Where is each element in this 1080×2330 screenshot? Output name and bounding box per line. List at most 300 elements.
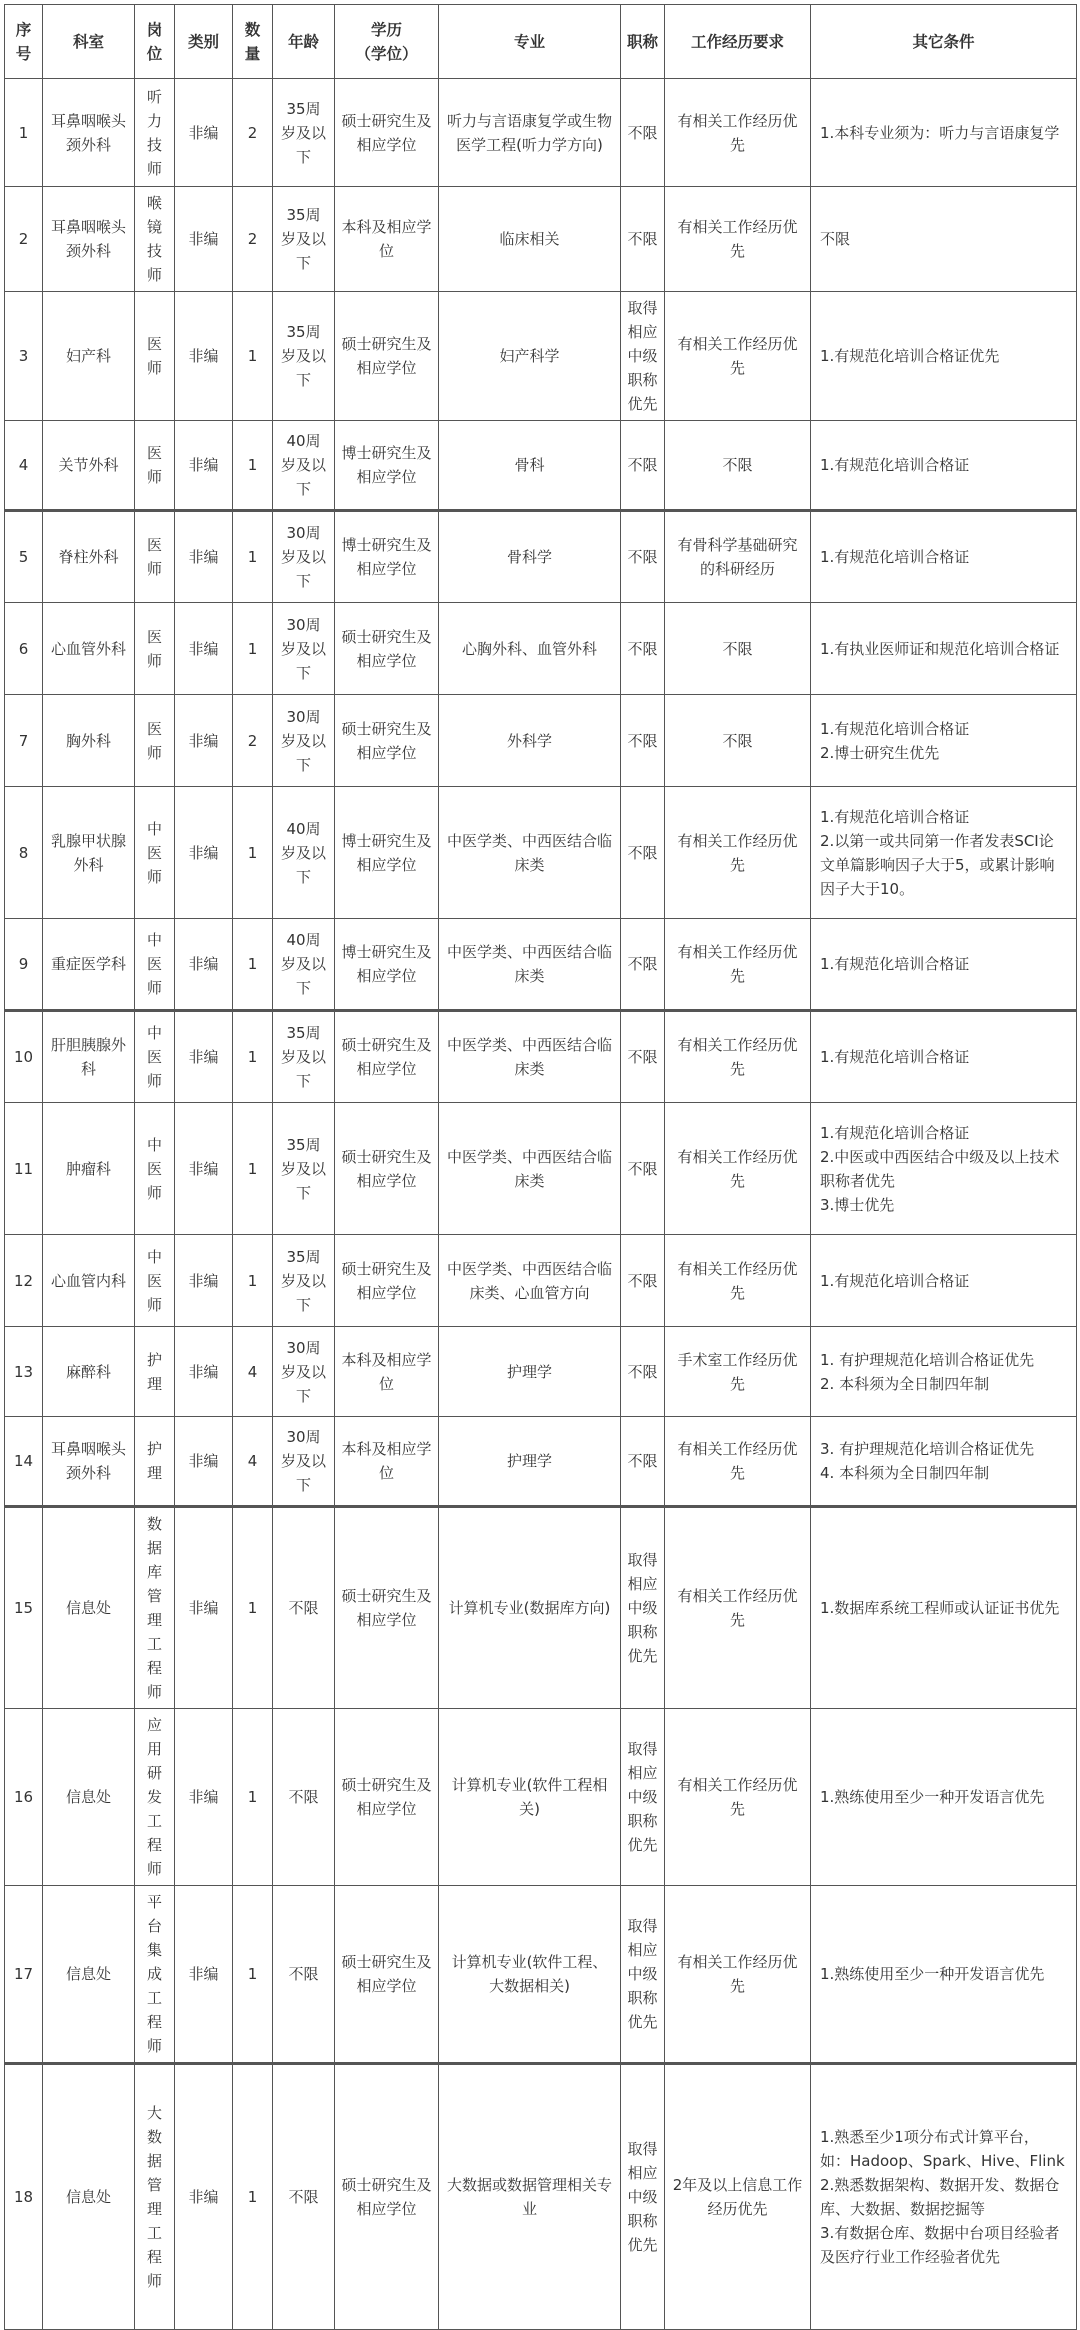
cell-major — [439, 1709, 621, 1886]
cell-title — [621, 1417, 665, 1507]
table-row — [5, 2064, 1077, 2330]
cell-age — [273, 79, 335, 187]
header-text: 号 — [15, 44, 32, 63]
table-row — [5, 292, 1077, 421]
header-text: 职称 — [627, 32, 659, 51]
cell-text: 非编 — [188, 639, 219, 658]
cell-no — [5, 2064, 43, 2330]
cell-title — [621, 187, 665, 292]
cell-text: 硕士研究生及相应学位 — [341, 1776, 432, 1818]
cell-no — [5, 1011, 43, 1103]
cell-text: 肝胆胰腺外科 — [50, 1036, 126, 1078]
cell-text: 2 — [247, 731, 258, 750]
cell-text: 有相关工作经历优先 — [677, 1036, 798, 1078]
cell-dept — [43, 187, 135, 292]
cell-other — [811, 1103, 1077, 1235]
cell-edu — [335, 1886, 439, 2064]
cell-text: 不限 — [820, 230, 851, 248]
cell-edu — [335, 79, 439, 187]
cell-text: 35周岁及以下 — [280, 99, 326, 166]
cell-text: 大数据或数据管理相关专业 — [446, 2176, 612, 2218]
cell-other — [811, 511, 1077, 603]
cell-text: 关节外科 — [58, 456, 119, 474]
cell-age — [273, 1886, 335, 2064]
cell-text: 取得相应中级职称优先 — [627, 299, 658, 413]
cell-title — [621, 421, 665, 511]
cell-major — [439, 2064, 621, 2330]
cell-age — [273, 292, 335, 421]
table-row — [5, 1886, 1077, 2064]
cell-dept — [43, 1886, 135, 2064]
cell-exp — [665, 79, 811, 187]
cell-text: 40周岁及以下 — [280, 432, 326, 498]
cell-title — [621, 919, 665, 1011]
cell-text: 博士研究生及相应学位 — [341, 444, 432, 486]
cell-text: 心血管内科 — [50, 1271, 126, 1290]
cell-post — [135, 292, 175, 421]
cell-post — [135, 1235, 175, 1327]
recruitment-table — [4, 4, 1077, 2330]
header-text: 岗位 — [146, 20, 163, 63]
cell-text: 有相关工作经历优先 — [677, 1259, 798, 1302]
cell-type — [175, 187, 233, 292]
cell-exp — [665, 919, 811, 1011]
cell-text: 非编 — [188, 1271, 219, 1290]
cell-age — [273, 1011, 335, 1103]
cell-text: 非编 — [188, 731, 219, 750]
cell-text: 1 — [247, 639, 258, 658]
cell-dept — [43, 603, 135, 695]
cell-post — [135, 421, 175, 511]
table-row — [5, 187, 1077, 292]
header-qty — [233, 5, 273, 79]
cell-text: 不限 — [627, 548, 658, 566]
cell-type — [175, 1327, 233, 1417]
cell-no — [5, 421, 43, 511]
cell-other — [811, 292, 1077, 421]
cell-major — [439, 1417, 621, 1507]
cell-text: 4 — [18, 456, 29, 474]
cell-text: 中医师 — [146, 1247, 162, 1314]
cell-text: 30周岁及以下 — [280, 524, 326, 590]
cell-text: 4 — [247, 1362, 258, 1381]
cell-text: 30周岁及以下 — [280, 707, 326, 774]
cell-major — [439, 421, 621, 511]
cell-text: 2年及以上信息工作经历优先 — [672, 2176, 803, 2218]
cell-text: 2 — [247, 123, 258, 142]
cell-text: 非编 — [188, 1048, 219, 1066]
cell-exp — [665, 1327, 811, 1417]
cell-edu — [335, 695, 439, 787]
cell-edu — [335, 919, 439, 1011]
cell-no — [5, 1417, 43, 1507]
cell-text: 不限 — [627, 230, 658, 248]
cell-edu — [335, 787, 439, 919]
cell-text: 平台集成工程师 — [146, 1893, 162, 2055]
cell-qty — [233, 1235, 273, 1327]
cell-age — [273, 511, 335, 603]
cell-qty — [233, 1709, 273, 1886]
header-edu — [335, 5, 439, 79]
cell-text: 临床相关 — [499, 230, 560, 248]
header-text: 专业 — [513, 32, 545, 51]
cell-text: 喉镜技师 — [146, 194, 162, 284]
cell-text: 1.有规范化培训合格证 — [820, 548, 970, 566]
cell-major — [439, 292, 621, 421]
cell-exp — [665, 787, 811, 919]
header-text: 工作经历要求 — [690, 32, 784, 51]
cell-other — [811, 919, 1077, 1011]
cell-text: 11 — [13, 1159, 34, 1178]
cell-text: 13 — [13, 1362, 34, 1381]
cell-age — [273, 1709, 335, 1886]
cell-dept — [43, 919, 135, 1011]
cell-age — [273, 787, 335, 919]
cell-type — [175, 1709, 233, 1886]
cell-other — [811, 187, 1077, 292]
table-row — [5, 919, 1077, 1011]
cell-text: 1 — [247, 955, 258, 973]
cell-qty — [233, 1327, 273, 1417]
cell-text: 中医学类、中西医结合临床类 — [446, 1147, 612, 1190]
cell-title — [621, 695, 665, 787]
cell-text: 35周岁及以下 — [280, 1135, 326, 1202]
cell-major — [439, 1103, 621, 1235]
cell-text: 1.有规范化培训合格证优先 — [820, 347, 1000, 365]
cell-qty — [233, 2064, 273, 2330]
header-major — [439, 5, 621, 79]
cell-text: 2 — [247, 230, 258, 248]
cell-type — [175, 1507, 233, 1709]
cell-text: 中医师 — [146, 819, 162, 886]
cell-no — [5, 1235, 43, 1327]
cell-text: 数据库管理工程师 — [146, 1515, 162, 1701]
cell-text: 1 — [247, 1159, 258, 1178]
cell-title — [621, 787, 665, 919]
cell-text: 1 — [247, 1271, 258, 1290]
cell-major — [439, 787, 621, 919]
cell-text: 本科及相应学位 — [341, 218, 432, 260]
table-row — [5, 511, 1077, 603]
cell-text: 硕士研究生及相应学位 — [341, 335, 432, 377]
header-text: 序 — [15, 20, 32, 39]
cell-text: 非编 — [188, 1362, 219, 1381]
cell-major — [439, 511, 621, 603]
cell-text: 应用研发工程师 — [146, 1716, 162, 1878]
cell-text: 1.有规范化培训合格证 2.以第一或共同第一作者发表SCI论文单篇影响因子大于5，或累计影响因子大于10。 — [820, 807, 1055, 898]
cell-exp — [665, 603, 811, 695]
cell-text: 取得相应中级职称优先 — [627, 1551, 658, 1665]
cell-text: 1.熟练使用至少一种开发语言优先 — [820, 1965, 1045, 1983]
cell-text: 计算机专业(软件工程、大数据相关) — [451, 1953, 608, 1995]
cell-text: 3. 有护理规范化培训合格证优先 4. 本科须为全日制四年制 — [820, 1440, 1035, 1482]
cell-exp — [665, 292, 811, 421]
cell-no — [5, 787, 43, 919]
cell-other — [811, 79, 1077, 187]
cell-text: 本科及相应学位 — [341, 1350, 432, 1393]
cell-text: 35周岁及以下 — [280, 1024, 326, 1090]
cell-text: 30周岁及以下 — [280, 1428, 326, 1494]
cell-type — [175, 511, 233, 603]
cell-text: 重症医学科 — [50, 955, 126, 973]
cell-post — [135, 79, 175, 187]
cell-text: 有相关工作经历优先 — [677, 218, 798, 260]
table-row — [5, 1327, 1077, 1417]
cell-dept — [43, 1103, 135, 1235]
cell-exp — [665, 1011, 811, 1103]
cell-major — [439, 695, 621, 787]
cell-text: 不限 — [627, 1362, 658, 1381]
cell-text: 1. 有护理规范化培训合格证优先 2. 本科须为全日制四年制 — [820, 1350, 1035, 1393]
cell-text: 8 — [18, 843, 29, 862]
cell-text: 非编 — [188, 548, 219, 566]
cell-text: 1.有规范化培训合格证 2.博士研究生优先 — [820, 719, 970, 762]
cell-text: 胸外科 — [65, 731, 111, 750]
cell-text: 信息处 — [65, 2188, 111, 2206]
header-other — [811, 5, 1077, 79]
cell-dept — [43, 79, 135, 187]
cell-text: 硕士研究生及相应学位 — [341, 111, 432, 154]
cell-text: 17 — [13, 1965, 34, 1983]
cell-text: 妇产科学 — [499, 347, 560, 365]
cell-text: 有相关工作经历优先 — [677, 831, 798, 874]
cell-title — [621, 1507, 665, 1709]
cell-text: 1 — [247, 1965, 258, 1983]
cell-text: 护理 — [146, 1350, 162, 1393]
cell-text: 医师 — [146, 719, 162, 762]
cell-text: 不限 — [627, 456, 658, 474]
cell-text: 1.熟悉至少1项分布式计算平台，如：Hadoop、Spark、Hive、Flink 2.熟悉数据架构、数据开发、数据仓库、大数据、数据挖掘等 3.有数据仓库、数据中台项目经验者及医疗行业工作经验者优先 — [820, 2128, 1065, 2266]
cell-major — [439, 603, 621, 695]
cell-exp — [665, 1886, 811, 2064]
cell-text: 本科及相应学位 — [341, 1440, 432, 1482]
cell-title — [621, 1709, 665, 1886]
cell-no — [5, 187, 43, 292]
cell-age — [273, 1103, 335, 1235]
header-text: 类别 — [187, 32, 219, 51]
cell-text: 40周岁及以下 — [280, 931, 326, 997]
cell-text: 1 — [247, 548, 258, 566]
cell-text: 1.有规范化培训合格证 2.中医或中西医结合中级及以上技术职称者优先 3.博士优先 — [820, 1123, 1060, 1214]
cell-qty — [233, 1103, 273, 1235]
cell-text: 35周岁及以下 — [280, 323, 326, 389]
cell-text: 不限 — [627, 955, 658, 973]
cell-text: 15 — [13, 1599, 34, 1617]
table-row — [5, 695, 1077, 787]
cell-qty — [233, 511, 273, 603]
cell-text: 医师 — [146, 444, 162, 486]
cell-major — [439, 79, 621, 187]
cell-text: 中医师 — [146, 931, 162, 997]
cell-dept — [43, 1011, 135, 1103]
cell-text: 1.数据库系统工程师或认证证书优先 — [820, 1599, 1060, 1617]
cell-text: 博士研究生及相应学位 — [341, 536, 432, 578]
cell-post — [135, 1507, 175, 1709]
cell-post — [135, 2064, 175, 2330]
cell-qty — [233, 1886, 273, 2064]
cell-no — [5, 292, 43, 421]
cell-type — [175, 292, 233, 421]
cell-text: 10 — [13, 1048, 34, 1066]
cell-exp — [665, 1709, 811, 1886]
cell-text: 麻醉科 — [65, 1362, 111, 1381]
cell-other — [811, 421, 1077, 511]
cell-text: 16 — [13, 1788, 34, 1806]
table-body — [5, 79, 1077, 2330]
cell-text: 有骨科学基础研究的科研经历 — [677, 536, 798, 578]
cell-text: 不限 — [288, 2188, 319, 2206]
cell-post — [135, 1886, 175, 2064]
table-row — [5, 1417, 1077, 1507]
cell-no — [5, 1327, 43, 1417]
cell-no — [5, 511, 43, 603]
cell-text: 计算机专业(软件工程相关) — [451, 1776, 608, 1818]
cell-major — [439, 1886, 621, 2064]
cell-age — [273, 919, 335, 1011]
cell-text: 1 — [247, 456, 258, 474]
cell-edu — [335, 1103, 439, 1235]
cell-edu — [335, 187, 439, 292]
cell-edu — [335, 1507, 439, 1709]
cell-text: 硕士研究生及相应学位 — [341, 1147, 432, 1190]
cell-type — [175, 79, 233, 187]
cell-text: 非编 — [188, 2188, 219, 2206]
header-text: 学历 — [370, 20, 402, 39]
cell-age — [273, 421, 335, 511]
cell-title — [621, 1011, 665, 1103]
cell-text: 不限 — [288, 1599, 319, 1617]
table-row — [5, 1103, 1077, 1235]
cell-text: 1 — [247, 1048, 258, 1066]
header-text: 科室 — [72, 32, 104, 51]
cell-edu — [335, 511, 439, 603]
cell-text: 35周岁及以下 — [280, 206, 326, 272]
cell-other — [811, 1709, 1077, 1886]
cell-text: 听力技师 — [146, 87, 162, 178]
cell-text: 1 — [247, 1788, 258, 1806]
cell-type — [175, 1886, 233, 2064]
cell-dept — [43, 695, 135, 787]
cell-text: 4 — [247, 1452, 258, 1470]
cell-text: 3 — [18, 347, 29, 365]
cell-text: 非编 — [188, 123, 219, 142]
cell-age — [273, 1327, 335, 1417]
cell-qty — [233, 1507, 273, 1709]
cell-post — [135, 1327, 175, 1417]
cell-type — [175, 603, 233, 695]
cell-major — [439, 919, 621, 1011]
cell-other — [811, 1886, 1077, 2064]
table-row — [5, 1011, 1077, 1103]
cell-exp — [665, 2064, 811, 2330]
cell-text: 骨科 — [514, 456, 545, 474]
cell-type — [175, 1235, 233, 1327]
cell-qty — [233, 787, 273, 919]
cell-no — [5, 695, 43, 787]
cell-text: 1.有执业医师证和规范化培训合格证 — [820, 639, 1060, 658]
header-dept — [43, 5, 135, 79]
cell-text: 1.有规范化培训合格证 — [820, 955, 970, 973]
cell-text: 乳腺甲状腺外科 — [50, 831, 126, 874]
cell-other — [811, 1011, 1077, 1103]
cell-text: 非编 — [188, 1599, 219, 1617]
cell-text: 医师 — [146, 335, 162, 377]
cell-text: 40周岁及以下 — [280, 819, 326, 886]
header-exp — [665, 5, 811, 79]
cell-title — [621, 2064, 665, 2330]
cell-major — [439, 1507, 621, 1709]
header-post — [135, 5, 175, 79]
cell-no — [5, 1886, 43, 2064]
cell-age — [273, 603, 335, 695]
cell-text: 心血管外科 — [50, 639, 126, 658]
cell-no — [5, 1507, 43, 1709]
cell-title — [621, 1235, 665, 1327]
table-row — [5, 787, 1077, 919]
cell-text: 听力与言语康复学或生物医学工程(听力学方向) — [446, 111, 612, 154]
cell-title — [621, 79, 665, 187]
cell-text: 1 — [247, 347, 258, 365]
cell-text: 硕士研究生及相应学位 — [341, 1587, 432, 1629]
cell-exp — [665, 695, 811, 787]
cell-other — [811, 2064, 1077, 2330]
cell-title — [621, 1103, 665, 1235]
cell-no — [5, 603, 43, 695]
cell-no — [5, 79, 43, 187]
cell-qty — [233, 292, 273, 421]
cell-text: 1.有规范化培训合格证 — [820, 456, 970, 474]
cell-post — [135, 511, 175, 603]
cell-text: 2 — [18, 230, 29, 248]
cell-text: 有相关工作经历优先 — [677, 335, 798, 377]
cell-text: 非编 — [188, 843, 219, 862]
cell-title — [621, 511, 665, 603]
cell-text: 硕士研究生及相应学位 — [341, 627, 432, 670]
table-row — [5, 421, 1077, 511]
cell-edu — [335, 292, 439, 421]
cell-age — [273, 1235, 335, 1327]
cell-text: 有相关工作经历优先 — [677, 1440, 798, 1482]
cell-text: 不限 — [627, 731, 658, 750]
cell-dept — [43, 292, 135, 421]
cell-text: 不限 — [722, 456, 753, 474]
cell-post — [135, 187, 175, 292]
cell-text: 中医师 — [146, 1024, 162, 1090]
cell-text: 有相关工作经历优先 — [677, 111, 798, 154]
cell-exp — [665, 421, 811, 511]
cell-edu — [335, 1417, 439, 1507]
cell-title — [621, 1886, 665, 2064]
table-row — [5, 1709, 1077, 1886]
cell-text: 中医师 — [146, 1135, 162, 1202]
cell-exp — [665, 1235, 811, 1327]
cell-post — [135, 787, 175, 919]
cell-edu — [335, 1011, 439, 1103]
cell-type — [175, 1417, 233, 1507]
cell-age — [273, 2064, 335, 2330]
cell-text: 不限 — [627, 843, 658, 862]
table-row — [5, 603, 1077, 695]
cell-text: 外科学 — [506, 731, 552, 750]
cell-text: 非编 — [188, 1159, 219, 1178]
cell-post — [135, 695, 175, 787]
cell-text: 大数据管理工程师 — [146, 2104, 162, 2290]
table-row — [5, 1507, 1077, 1709]
cell-text: 1.有规范化培训合格证 — [820, 1048, 970, 1066]
cell-text: 非编 — [188, 1965, 219, 1983]
cell-text: 有相关工作经历优先 — [677, 1587, 798, 1629]
cell-text: 护理学 — [506, 1362, 552, 1381]
